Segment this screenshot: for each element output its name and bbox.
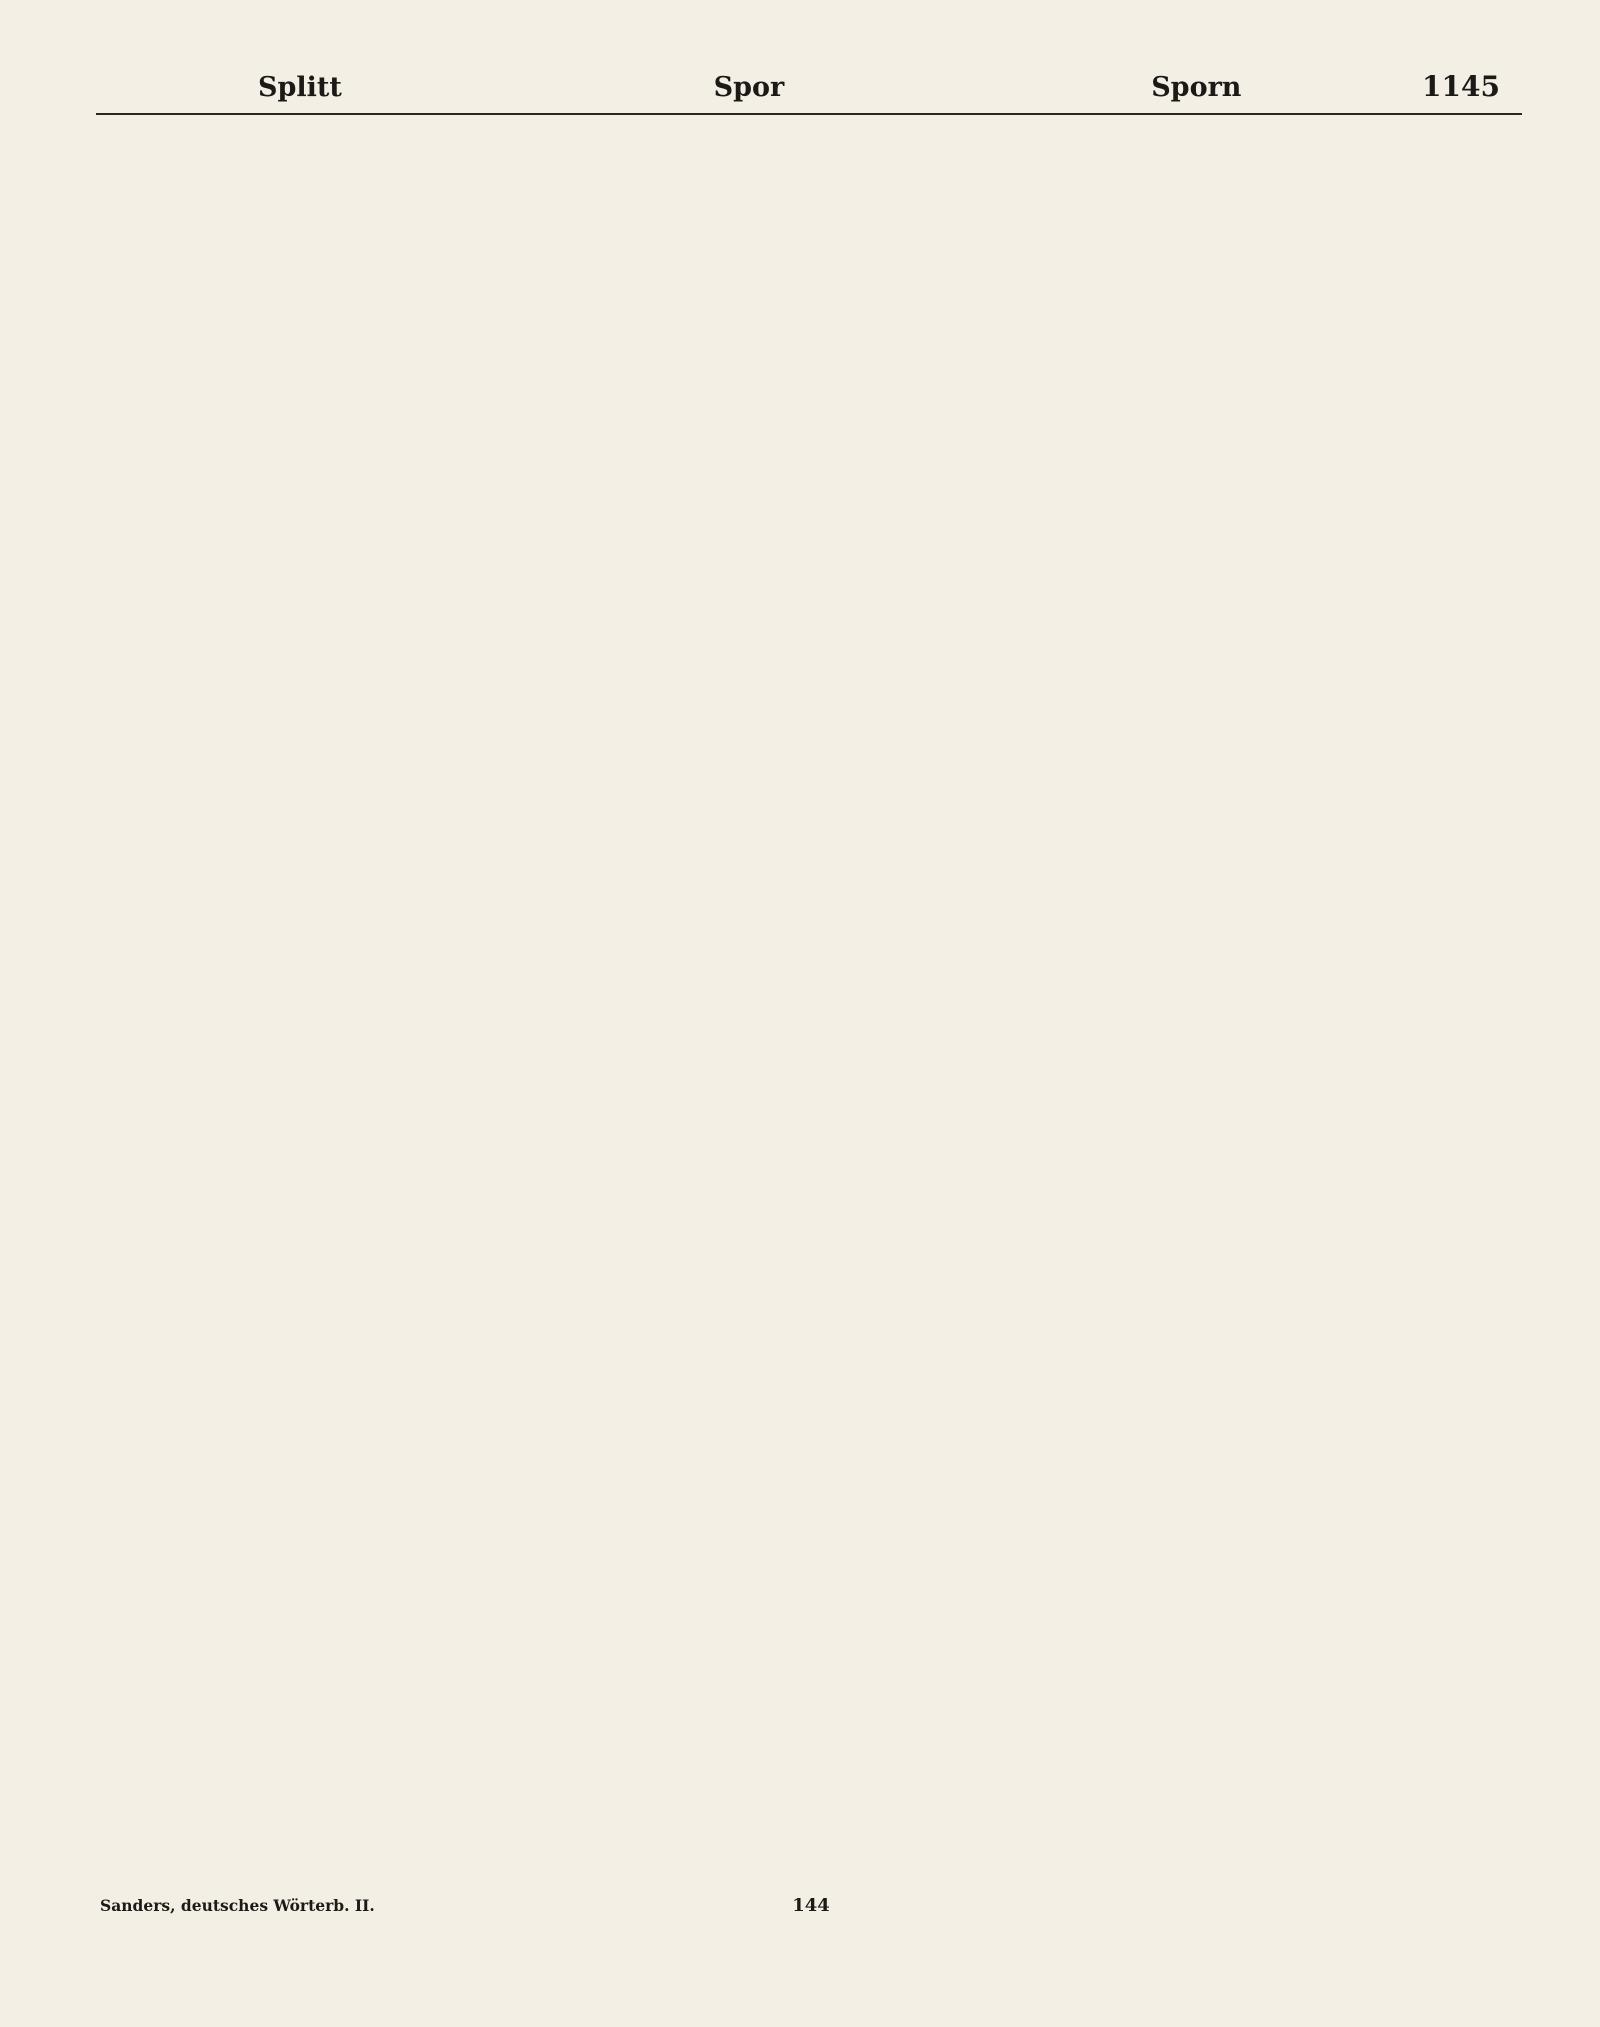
header-mid-word: Spor [713,72,785,103]
column-left [96,127,562,1887]
text-columns [96,127,1522,1887]
signature-mark: 144 [792,1895,830,1916]
page-number: 1145 [1422,70,1500,103]
running-header [96,70,1522,115]
column-right [1056,127,1522,1887]
header-left-word: Splitt [258,72,342,103]
header-right-word: Sporn [1151,72,1242,103]
column-middle [576,127,1042,1887]
page-footer [96,1895,1522,1916]
publisher-line: Sanders, deutsches Wörterb. II. [100,1896,375,1915]
